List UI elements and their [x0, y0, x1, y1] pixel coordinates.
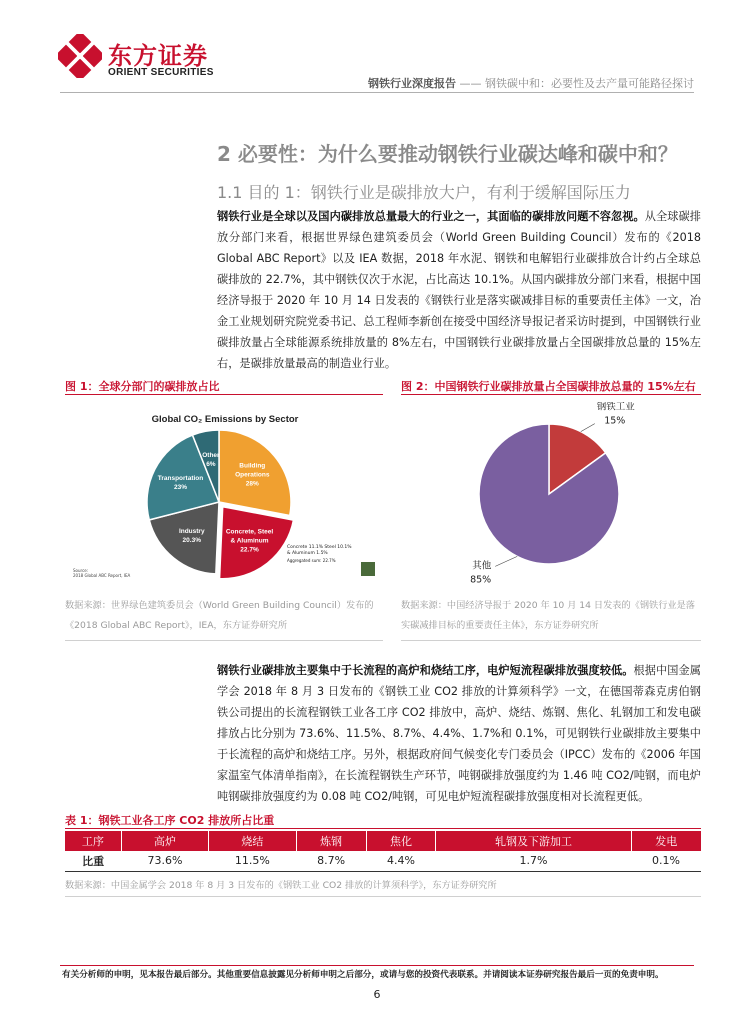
paragraph-1 [217, 206, 701, 374]
figure-2-chart [401, 402, 701, 588]
table-1-caption: 表 1：钢铁工业各工序 CO2 排放所占比重 [65, 814, 275, 827]
brand-name-en: ORIENT SECURITIES [108, 67, 214, 78]
pie-2-leader-line [495, 556, 517, 566]
pie-1-slice-label: Concrete, Steel [225, 528, 274, 536]
figure-1-source-rule [65, 640, 383, 641]
footer-divider [60, 965, 694, 966]
paragraph-2 [217, 660, 701, 807]
report-header [368, 75, 694, 91]
pie-1-slice-value: 20.3% [182, 537, 201, 545]
chart-1-right-note-2: & Aluminum 1.5% [287, 551, 328, 556]
orient-logo-icon [58, 34, 102, 78]
pie-1-slice-label: Transportation [157, 474, 204, 482]
footer-disclaimer: 有关分析师的申明，见本报告最后部分。其他重要信息披露见分析师申明之后部分，或请与您的投资代表联系。并请阅读本证券研究报告最后一页的免责申明。 [62, 970, 664, 980]
section-heading: 2 必要性：为什么要推动钢铁行业碳达峰和碳中和？ [217, 142, 678, 166]
page-number: 6 [373, 988, 381, 1001]
pie-1-slice-value: 22.7% [240, 546, 259, 554]
pie-2-slice-value: 85% [470, 574, 492, 586]
figure-1-svg [65, 402, 383, 588]
table-1-source-rule [65, 896, 701, 897]
table-1-caption-rule [65, 828, 701, 829]
header-divider [60, 92, 694, 93]
brand-name-cn: 东方证券 [108, 42, 208, 70]
table-1-source: 数据来源：中国金属学会 2018 年 8 月 3 日发布的《钢铁工业 CO2 排放的计算须科学》，东方证券研究所 [65, 880, 497, 891]
figure-1-caption-rule [65, 394, 383, 395]
pie-2-slice-label: 其他 [472, 560, 492, 572]
table-cell: 0.1% [631, 851, 701, 871]
pie-2-slice-label: 钢铁工业 [596, 402, 635, 413]
table-header-row [65, 831, 701, 851]
pie-1-slice-value: 6% [206, 461, 216, 469]
figure-1-chart [65, 402, 383, 588]
table-cell: 8.7% [296, 851, 366, 871]
figure-1-caption: 图 1：全球分部门的碳排放占比 [65, 380, 220, 393]
table-cell: 1.7% [436, 851, 631, 871]
pie-1-slice-label: Operations [235, 471, 270, 479]
report-subtitle: 钢铁碳中和：必要性及去产量可能路径探讨 [485, 77, 694, 90]
chart-1-title: Global CO₂ Emissions by Sector [151, 414, 299, 425]
pie-1-slice-label: Building [239, 462, 266, 470]
header-separator: —— [459, 77, 482, 90]
table-header-cell: 高炉 [121, 831, 208, 851]
figure-2-source: 数据来源：中国经济导报于 2020 年 10 月 14 日发表的《钢铁行业是落实碳减排目标的重要责任主体》，东方证券研究所 [401, 600, 695, 631]
figure-2-caption-rule [401, 394, 701, 395]
figure-2-source-rule [401, 640, 701, 641]
chart-1-source-note-1: Source: [73, 568, 89, 573]
pie-1-slice-value: 28% [245, 480, 259, 488]
table-header-cell: 烧结 [209, 831, 296, 851]
table-header-cell: 发电 [631, 831, 701, 851]
chart-1-source-note-2: 2018 Global ABC Report, IEA [73, 573, 131, 578]
paragraph-1-body: 从全球碳排放分部门来看，根据世界绿色建筑委员会（World Green Building Council）发布的《2018 Global ABC Report》以及 IEA 数据，2018 年水泥、钢铁和电解铝行业碳排放合计约占全球总碳排放的 22.7%，其中钢铁仅次于水泥，占比高达 10.1%。从国内碳排放分部门来看，根据中国经济导报于 2020 年 10 月 14 日发表的《钢铁行业是落实碳减排目标的重要责任主体》一文，冶金工业规划研究院党委书记、总工程师李新创在接受中国经济导报记者采访时提到，中国钢铁行业碳排放量占全球能源系统排放量的 8%左右，中国钢铁行业碳排放量占全国碳排放总量的 15%左右，是碳排放量最高的制造业行业。 [217, 210, 701, 370]
table-header-cell: 轧钢及下游加工 [436, 831, 631, 851]
table-cell: 73.6% [121, 851, 208, 871]
table-cell: 4.4% [366, 851, 436, 871]
report-type: 钢铁行业深度报告 [368, 77, 456, 90]
paragraph-2-lead: 钢铁行业碳排放主要集中于长流程的高炉和烧结工序，电炉短流程碳排放强度较低。 [217, 664, 634, 677]
figure-2-svg [401, 402, 701, 588]
table-cell: 11.5% [209, 851, 296, 871]
table-cell: 比重 [65, 851, 121, 871]
chart-1-right-note-3: Aggregated sum: 22.7% [287, 558, 336, 563]
pie-2-slice-value: 15% [604, 415, 626, 427]
table-header-cell: 炼钢 [296, 831, 366, 851]
table-1 [65, 831, 701, 872]
figure-1-source: 数据来源：世界绿色建筑委员会（World Green Building Council）发布的《2018 Global ABC Report》，IEA，东方证券研究所 [65, 600, 374, 631]
paragraph-1-lead: 钢铁行业是全球以及国内碳排放总量最大的行业之一，其面临的碳排放问题不容忽视。 [217, 210, 645, 223]
chart-1-right-note-1: Concrete 11.1% Steel 10.1% [287, 545, 352, 550]
paragraph-2-body: 根据中国金属学会 2018 年 8 月 3 日发布的《钢铁工业 CO2 排放的计算须科学》一文，在德国蒂森克虏伯钢铁公司提出的长流程钢铁工业各工序 CO2 排放中，高炉、烧结、炼钢、焦化、轧钢加工和发电碳排放占比分别为 73.6%、11.5%、8.7%、4.4%、1.7%和 0.1%，可见钢铁行业碳排放主要集中于长流程的高炉和烧结工序。另外，根据政府间气候变化专门委员会（IPCC）发布的《2006 年国家温室气体清单指南》，在长流程钢铁生产环节，吨钢碳排放强度约为 1.46 吨 CO2/吨钢，而电炉吨钢碳排放强度约为 0.08 吨 CO2/吨钢，可见电炉短流程碳排放强度相对长流程更低。 [217, 664, 701, 803]
table-header-cell: 焦化 [366, 831, 436, 851]
brand-logo [58, 34, 218, 84]
subsection-heading: 1.1 目的 1：钢铁行业是碳排放大户，有利于缓解国际压力 [217, 183, 631, 202]
pie-1-slice-value: 23% [174, 483, 188, 491]
pie-1-slice-label: & Aluminum [230, 537, 269, 545]
pie-1-slice-label: Other [202, 452, 220, 460]
table-header-cell: 工序 [65, 831, 121, 851]
table-row [65, 851, 701, 871]
pie-1-slice-label: Industry [178, 528, 205, 536]
wgbc-logo-icon [361, 562, 375, 576]
pie-2-leader-line [581, 424, 595, 432]
figure-2-caption: 图 2：中国钢铁行业碳排放量占全国碳排放总量的 15%左右 [401, 380, 696, 393]
